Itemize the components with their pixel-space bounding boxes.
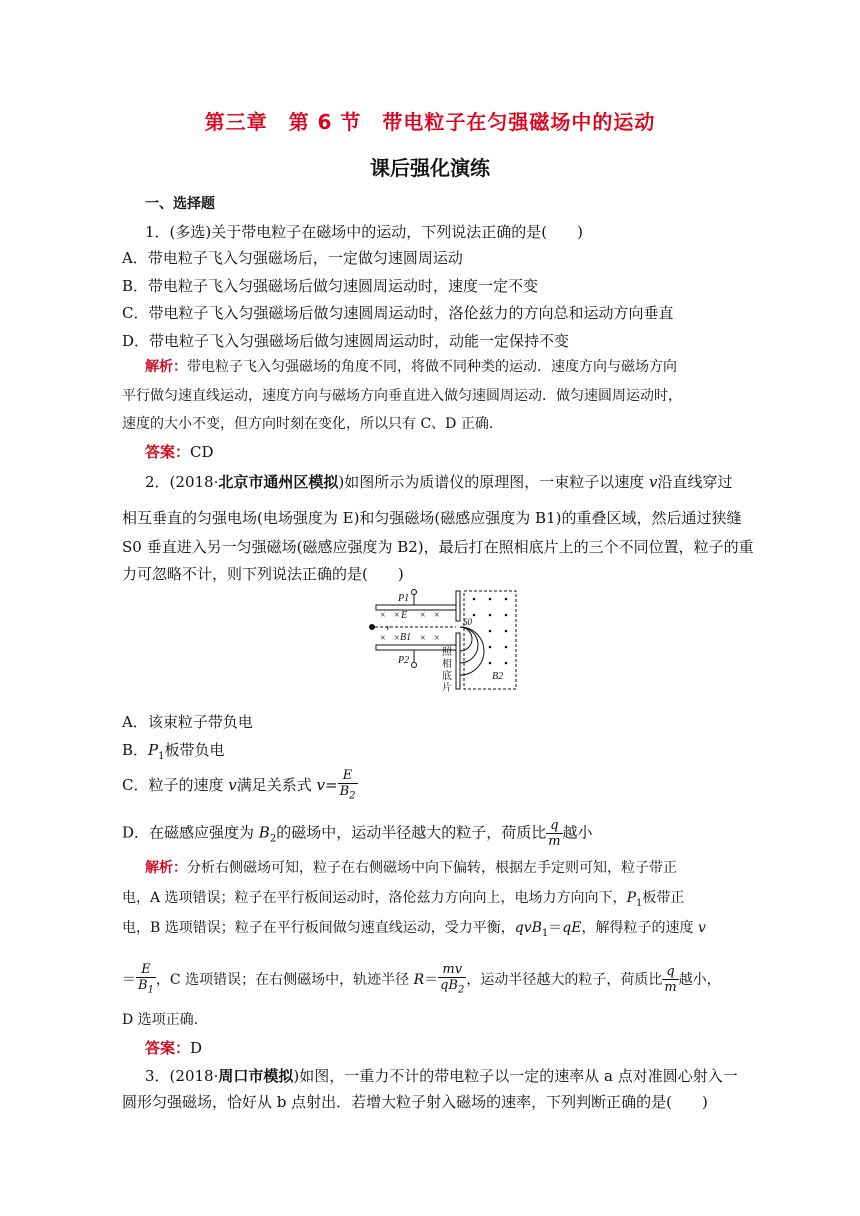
- q1-answer: 答案：CD: [145, 443, 214, 461]
- label-P1: P1: [398, 593, 410, 604]
- svg-text:×: ×: [380, 610, 386, 621]
- q1-analysis-2: 平行做匀速直线运动，速度方向与磁场方向垂直进入做匀速圆周运动．做匀速圆周运动时，: [122, 388, 682, 404]
- q1-stem: 1．(多选)关于带电粒子在磁场中的运动，下列说法正确的是( ): [145, 223, 583, 241]
- q2-analysis-5: D 选项正确．: [122, 1012, 208, 1028]
- q2-analysis-4: ＝ $\frac{E}{B_1}$ ，C 选项错误；在右侧磁场中，轨迹半径 R＝ $\frac{mv}{qB_2}$ ，运动半径越大的粒子，荷质比 $\frac{q}{m}$ 越小，: [122, 962, 721, 996]
- q1-analysis-1: 解析：带电粒子飞入匀强磁场的角度不同，将做不同种类的运动．速度方向与磁场方向: [145, 359, 677, 375]
- film-char-1: 照: [442, 647, 452, 658]
- svg-text:×: ×: [420, 633, 426, 644]
- analysis-label: 解析：: [145, 359, 187, 375]
- velocity-symbol: v: [648, 473, 658, 491]
- q2-line-4: 力可忽略不计，则下列说法正确的是( ): [122, 565, 404, 583]
- q3-line-1: 3．(2018·周口市模拟)如图，一重力不计的带电粒子以一定的速率从 a 点对准圆心射入一: [145, 1067, 738, 1085]
- answer-label: 答案：: [145, 443, 191, 461]
- q1-option-b: B．带电粒子飞入匀强磁场后做匀速圆周运动时，速度一定不变: [122, 277, 539, 295]
- q2-answer: 答案：D: [145, 1039, 203, 1057]
- q2-option-b: B．$P_1$板带负电: [122, 741, 225, 762]
- svg-text:×: ×: [434, 610, 440, 621]
- page-title: 第三章 第 6 节 带电粒子在匀强磁场中的运动: [204, 110, 656, 134]
- q2-analysis-3: 电，B 选项错误；粒子在平行板间做匀速直线运动，受力平衡，qvB$_1$＝qE，解得粒子的速度 v: [122, 920, 706, 939]
- svg-text:×: ×: [434, 633, 440, 644]
- label-P2: P2: [398, 655, 410, 666]
- q2-option-c: C．粒子的速度 v满足关系式 v= $\frac{E}{B_2}$: [122, 768, 356, 802]
- q2-option-d: D．在磁感应强度为 $B_2$的磁场中，运动半径越大的粒子，荷质比 $\frac{q}{m}$ 越小: [122, 818, 593, 849]
- label-B2: B2: [492, 671, 504, 682]
- film-char-2: 相: [442, 659, 452, 670]
- section-heading: 一、选择题: [145, 196, 215, 212]
- q1-option-d: D．带电粒子飞入匀强磁场后做匀速圆周运动时，动能一定保持不变: [122, 332, 570, 350]
- fraction-E-over-B2: $\frac{E}{B_2}$: [339, 768, 356, 802]
- q2-option-a: A．该束粒子带负电: [122, 713, 253, 731]
- q2-line-3: S0 垂直进入另一匀强磁场(磁感应强度为 B2)，最后打在照相底片上的三个不同位置，粒子的重: [122, 538, 754, 556]
- svg-text:×: ×: [420, 610, 426, 621]
- fraction-q-over-m: $\frac{q}{m}$: [548, 818, 561, 849]
- svg-text:×: ×: [394, 633, 400, 644]
- page-subtitle: 课后强化演练: [370, 156, 490, 180]
- svg-text:×: ×: [394, 610, 400, 621]
- film-char-3: 底: [442, 671, 452, 682]
- q2-analysis-1: 解析：分析右侧磁场可知，粒子在右侧磁场中向下偏转，根据左手定则可知，粒子带正: [145, 860, 677, 876]
- label-B1: B1: [400, 632, 412, 643]
- label-v: v: [386, 623, 390, 632]
- label-E: E: [401, 610, 408, 621]
- film-char-4: 片: [442, 683, 452, 694]
- q1-analysis-3: 速度的大小不变，但方向时刻在变化，所以只有 C、D 正确．: [122, 416, 503, 432]
- label-S0: S0: [463, 617, 472, 627]
- q2-line-2: 相互垂直的匀强电场(电场强度为 E)和匀强磁场(磁感应强度为 B1)的重叠区域，然后通过狭缝: [122, 509, 742, 527]
- q2-analysis-2: 电，A 选项错误；粒子在平行板间运动时，洛伦兹力方向向上，电场力方向向下，$P_1$板带正: [122, 890, 685, 909]
- mass-spectrometer-figure: [360, 585, 530, 705]
- q2-line-1: 2．(2018·北京市通州区模拟)如图所示为质谱仪的原理图，一束粒子以速度 v沿直线穿过: [145, 473, 733, 491]
- q1-option-c: C．带电粒子飞入匀强磁场后做匀速圆周运动时，洛伦兹力的方向总和运动方向垂直: [122, 304, 674, 322]
- q1-option-a: A．带电粒子飞入匀强磁场后，一定做匀速圆周运动: [122, 249, 463, 267]
- q3-line-2: 圆形匀强磁场，恰好从 b 点射出．若增大粒子射入磁场的速率，下列判断正确的是( ): [122, 1093, 708, 1111]
- svg-text:×: ×: [380, 633, 386, 644]
